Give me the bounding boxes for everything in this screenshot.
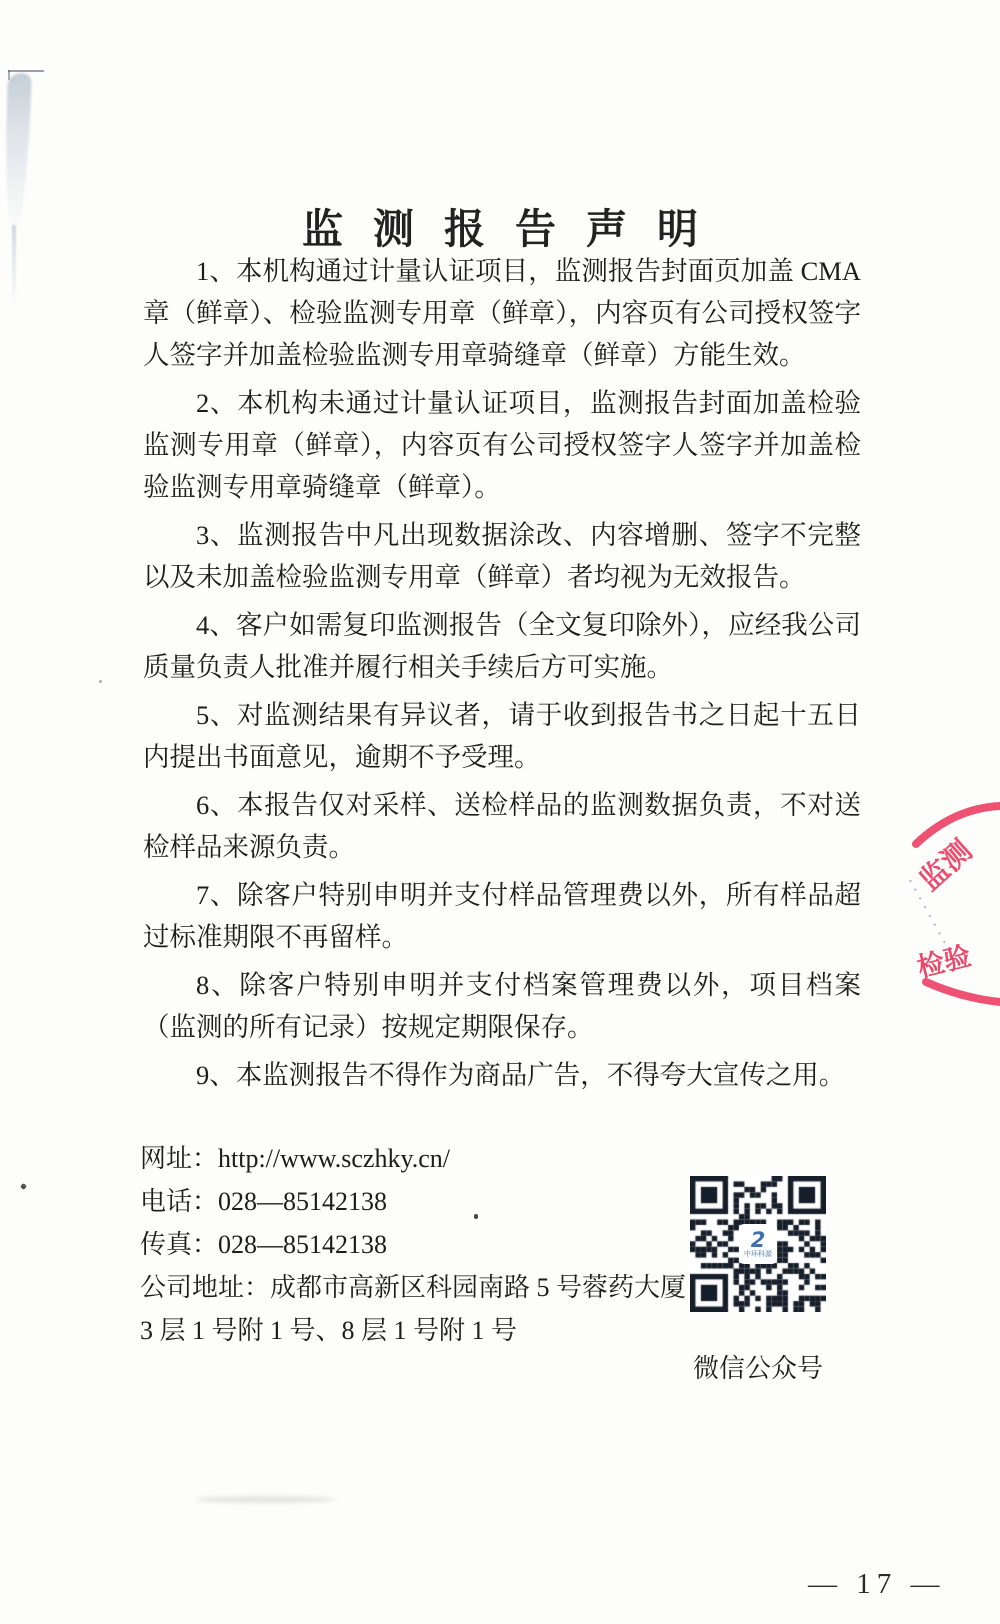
wechat-qr-code: [690, 1176, 826, 1312]
qr-logo-text: 中环科源: [744, 1250, 772, 1258]
scan-speck: [99, 680, 102, 683]
statement-paragraph: 4、客户如需复印监测报告（全文复印除外），应经我公司质量负责人批准并履行相关手续后方可实施。: [143, 610, 861, 682]
qr-caption: 微信公众号: [692, 1354, 823, 1383]
red-seal-fragment: [880, 778, 1000, 1014]
statement-paragraph: 9、本监测报告不得作为商品广告，不得夸大宣传之用。: [196, 1060, 846, 1090]
statement-paragraph: 5、对监测结果有异议者，请于收到报告书之日起十五日内提出书面意见，逾期不予受理。: [143, 700, 861, 772]
swirl-logo-icon: 2: [750, 1228, 766, 1252]
statement-paragraph: 8、除客户特别申明并支付档案管理费以外，项目档案（监测的所有记录）按规定期限保存。: [143, 970, 861, 1042]
statement-body: [143, 250, 861, 1102]
contact-phone: 电话：028—85142138: [140, 1187, 388, 1216]
statement-paragraph: 1、本机构通过计量认证项目，监测报告封面页加盖 CMA 章（鲜章）、检验监测专用章（鲜章），内容页有公司授权签字人签字并加盖检验监测专用章骑缝章（鲜章）方能生效。: [143, 256, 861, 370]
statement-paragraph: 6、本报告仅对采样、送检样品的监测数据负责，不对送检样品来源负责。: [143, 790, 861, 862]
contact-block: [140, 1137, 700, 1352]
statement-paragraph: 3、监测报告中凡出现数据涂改、内容增删、签字不完整以及未加盖检验监测专用章（鲜章）者均视为无效报告。: [143, 520, 861, 592]
seal-text-lower: 检验: [914, 940, 974, 983]
scan-corner-line: [8, 70, 44, 72]
statement-paragraph: 2、本机构未通过计量认证项目，监测报告封面加盖检验监测专用章（鲜章），内容页有公司授权签字人签字并加盖检验监测专用章骑缝章（鲜章）。: [143, 388, 861, 502]
page-number: — 17 —: [808, 1568, 946, 1600]
contact-fax: 传真：028—85142138: [140, 1230, 388, 1259]
contact-website: 网址：http://www.sczhky.cn/: [140, 1144, 451, 1173]
contact-address-line1: 公司地址：成都市高新区科园南路 5 号蓉药大厦: [140, 1273, 687, 1302]
qr-center-logo-icon: [739, 1224, 777, 1264]
statement-paragraph: 7、除客户特别申明并支付样品管理费以外，所有样品超过标准期限不再留样。: [143, 880, 861, 952]
scan-smudge: [196, 1496, 336, 1503]
contact-address-line2: 3 层 1 号附 1 号、8 层 1 号附 1 号: [140, 1316, 518, 1345]
page-title: 监测报告声明: [302, 206, 728, 252]
scan-speck: [20, 1183, 27, 1190]
seal-text-upper: 监测: [913, 834, 979, 898]
